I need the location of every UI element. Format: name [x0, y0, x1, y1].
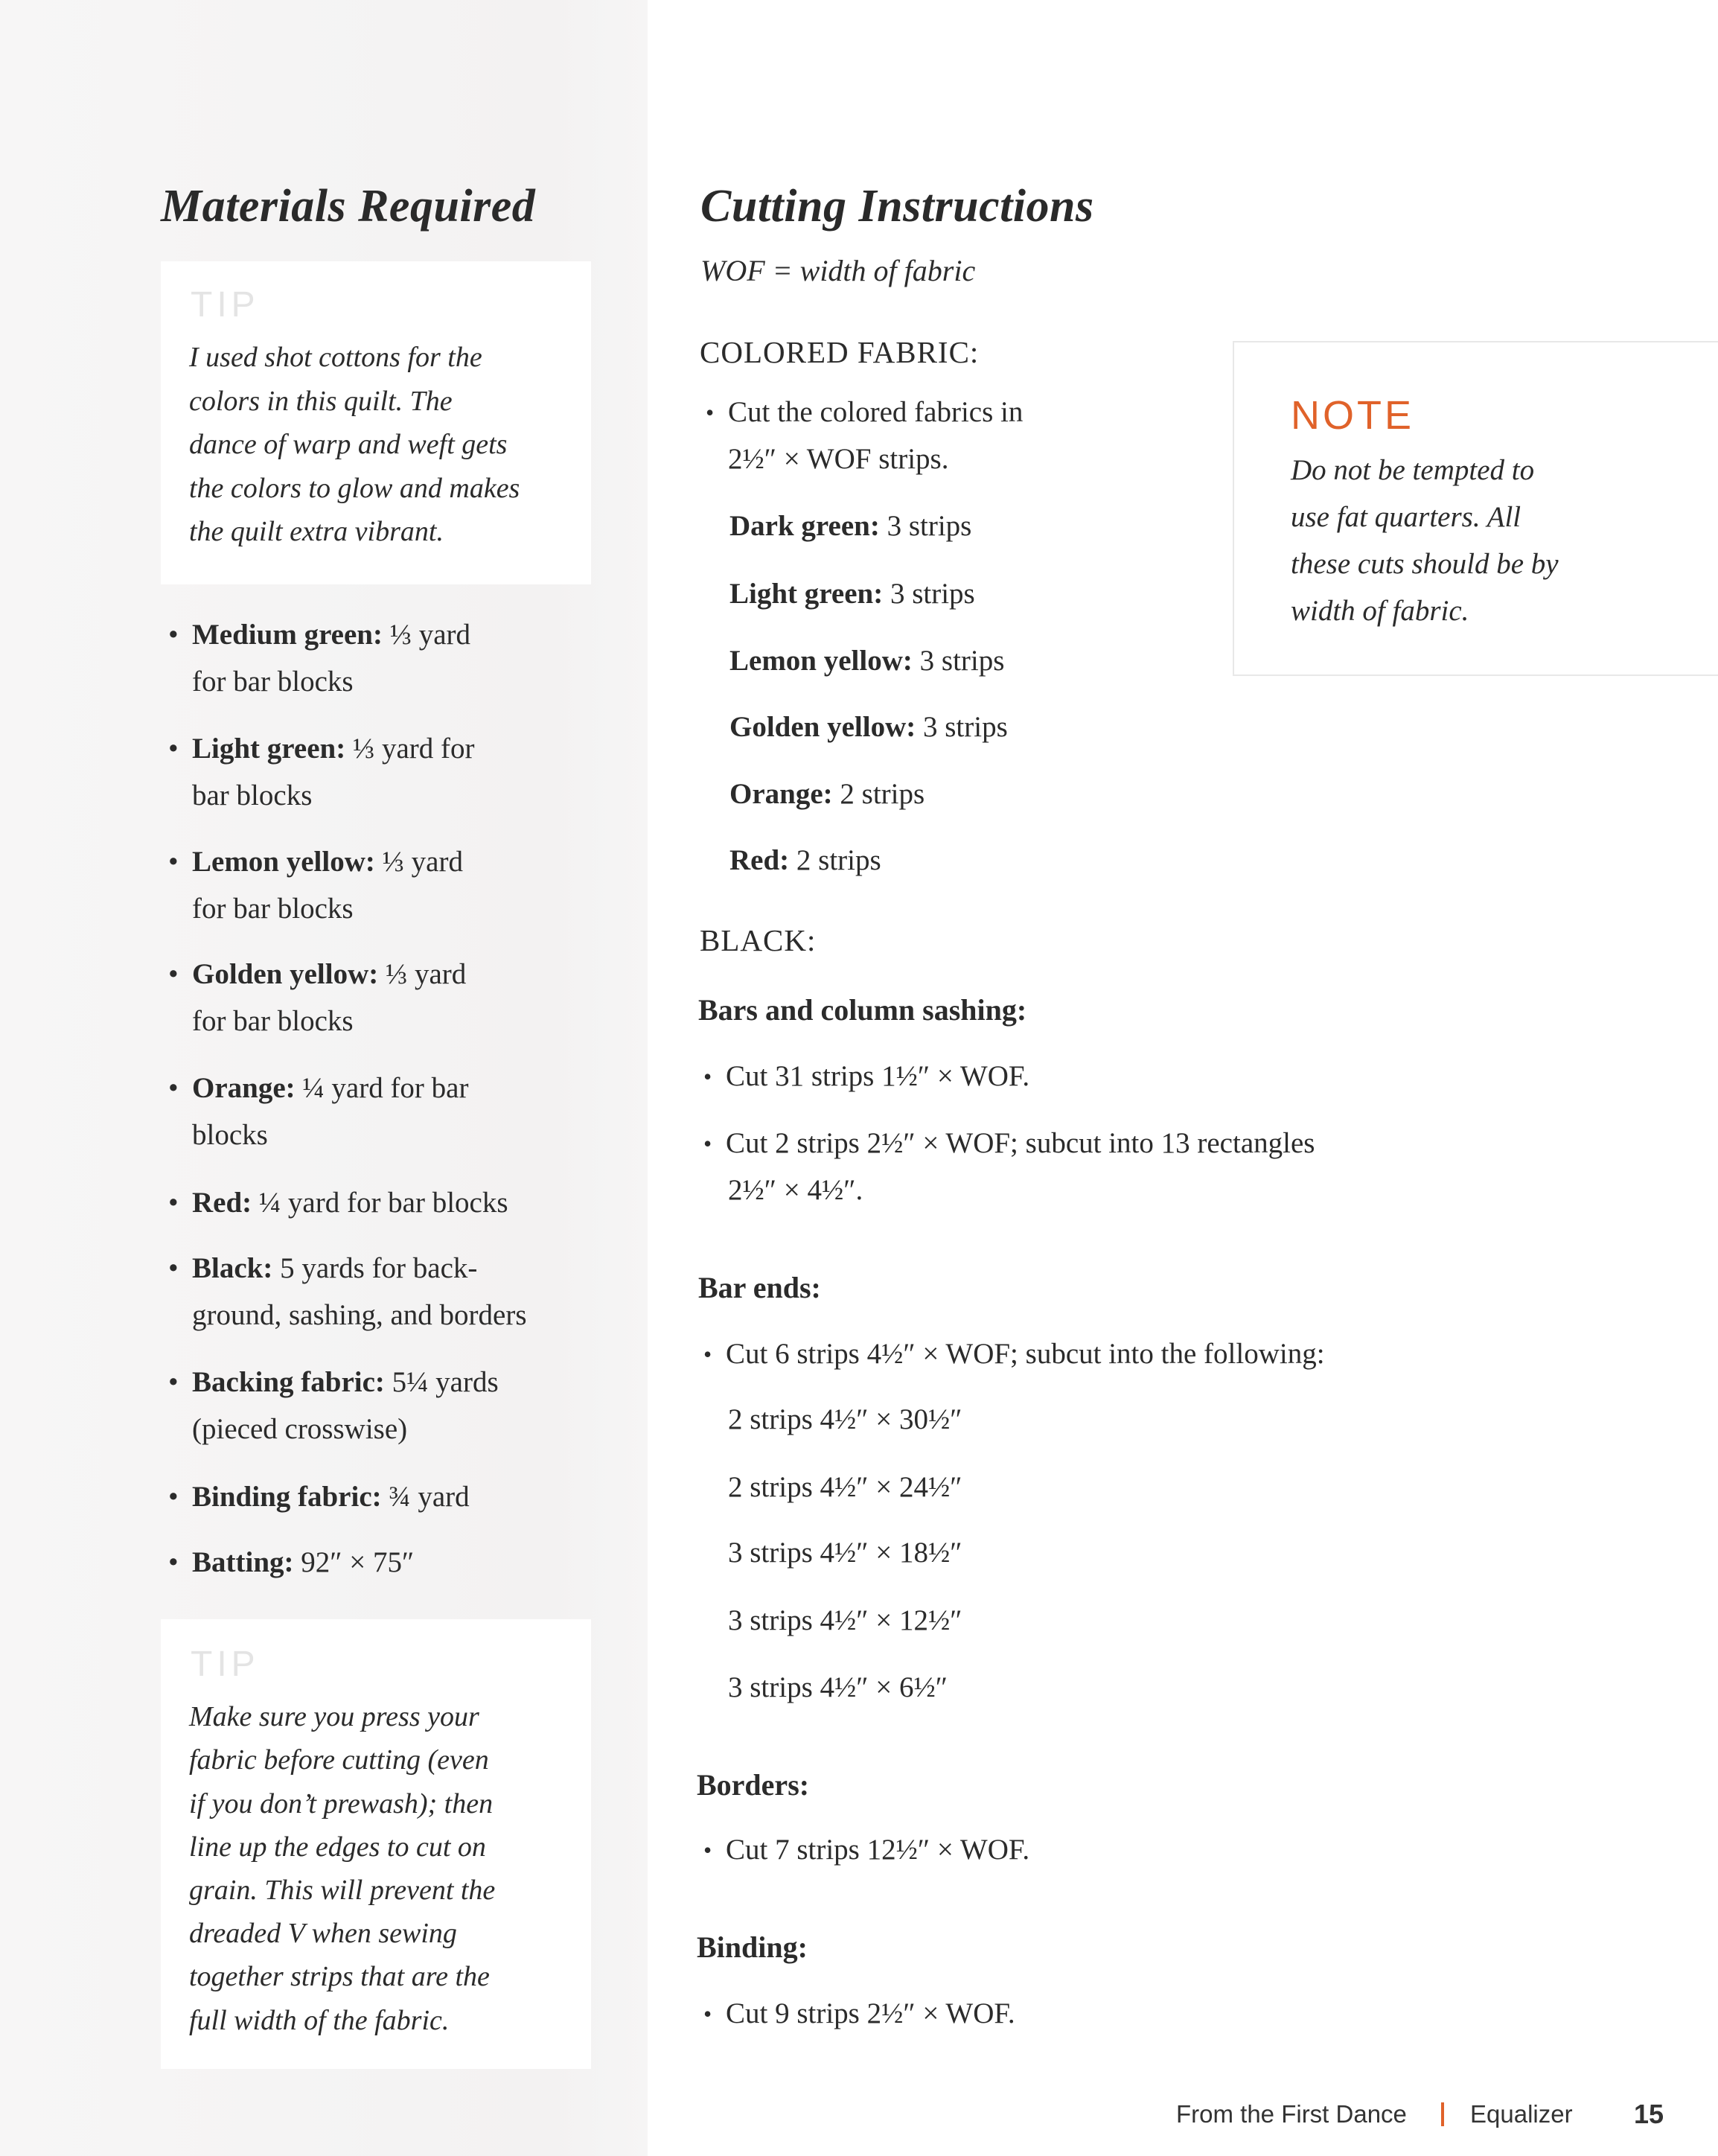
- colored-item-value: 3 strips: [916, 711, 1008, 743]
- bars-heading: Bars and column sashing:: [698, 993, 1027, 1027]
- colored-item: [729, 639, 1004, 683]
- materials-item-cont: ground, sashing, and borders: [192, 1299, 527, 1332]
- tip-text-line: Make sure you press your: [189, 1701, 479, 1733]
- materials-item: [192, 952, 466, 997]
- note-text-line: width of fabric.: [1291, 595, 1469, 627]
- materials-item-amount: ⅓ yard: [374, 845, 463, 878]
- colored-item-value: 3 strips: [883, 578, 975, 610]
- materials-item-label: Red:: [192, 1186, 252, 1219]
- note-text-line: Do not be tempted to: [1291, 454, 1535, 486]
- materials-item-cont: bar blocks: [192, 779, 313, 812]
- bars-bullet-2: • Cut 2 strips 2½″ × WOF; subcut into 13 rectangles: [726, 1121, 1315, 1166]
- cutting-title: Cutting Instructions: [700, 181, 1094, 232]
- bar-ends-heading: Bar ends:: [698, 1271, 821, 1304]
- materials-item-amount: 92″ × 75″: [293, 1546, 415, 1579]
- colored-item-value: 2 strips: [789, 844, 881, 876]
- colored-item-label: Dark green:: [729, 510, 880, 542]
- colored-item-label: Red:: [729, 844, 790, 876]
- colored-item-value: 3 strips: [912, 645, 1005, 677]
- materials-item-label: Backing fabric:: [192, 1366, 385, 1399]
- materials-item-cont: for bar blocks: [192, 892, 354, 925]
- borders-bullet: • Cut 7 strips 12½″ × WOF.: [726, 1828, 1029, 1872]
- borders-heading: Borders:: [697, 1768, 810, 1802]
- materials-item: [192, 1540, 414, 1585]
- materials-item-label: Black:: [192, 1252, 273, 1285]
- colored-bullet-line-1: • Cut the colored fabrics in: [728, 390, 1023, 435]
- materials-item-amount: 5¼ yards: [384, 1366, 499, 1399]
- materials-item-label: Batting:: [192, 1546, 294, 1579]
- materials-item: [192, 1181, 508, 1225]
- colored-item: [729, 838, 881, 883]
- colored-item: [729, 705, 1008, 750]
- binding-bullet: • Cut 9 strips 2½″ × WOF.: [726, 1991, 1015, 2036]
- tip-text-line: the quilt extra vibrant.: [189, 516, 444, 548]
- materials-item-label: Orange:: [192, 1072, 296, 1105]
- bars-bullet-2-cont: 2½″ × 4½″.: [728, 1174, 863, 1206]
- tip-text-line: I used shot cottons for the: [189, 342, 482, 374]
- materials-item-label: Binding fabric:: [192, 1480, 382, 1513]
- materials-item-cont: blocks: [192, 1119, 268, 1152]
- binding-heading: Binding:: [697, 1930, 808, 1964]
- materials-item-amount: ⅓ yard: [382, 619, 471, 651]
- bar-end-item: 2 strips 4½″ × 30½″: [728, 1403, 962, 1435]
- colored-item: [729, 504, 971, 549]
- page-number: 15: [1634, 2099, 1664, 2129]
- colored-item-label: Lemon yellow:: [729, 645, 913, 677]
- materials-item: [192, 1360, 499, 1405]
- materials-item: [192, 840, 463, 884]
- materials-item: [192, 613, 470, 657]
- bar-ends-bullet: • Cut 6 strips 4½″ × WOF; subcut into the following:: [726, 1332, 1325, 1377]
- tip-box-2: [161, 1619, 591, 2069]
- bar-end-item: 3 strips 4½″ × 6½″: [728, 1671, 948, 1703]
- bar-end-item: 3 strips 4½″ × 18½″: [728, 1537, 962, 1569]
- materials-item-amount: 5 yards for back-: [272, 1252, 478, 1285]
- tip-text-line: grain. This will prevent the: [189, 1874, 496, 1906]
- materials-item-cont: for bar blocks: [192, 1005, 354, 1038]
- black-heading: BLACK:: [700, 923, 817, 957]
- colored-item-label: Golden yellow:: [729, 711, 916, 743]
- materials-item-amount: ¾ yard: [381, 1480, 470, 1513]
- colored-item-label: Orange:: [729, 778, 833, 810]
- tip-label: TIP: [191, 1645, 260, 1684]
- tip-text-line: if you don’t prewash); then: [189, 1787, 494, 1819]
- materials-item-label: Light green:: [192, 733, 346, 765]
- materials-item-label: Golden yellow:: [192, 958, 379, 991]
- colored-bullet-line-2: 2½″ × WOF strips.: [728, 443, 949, 475]
- materials-item-cont: for bar blocks: [192, 666, 354, 698]
- tip-text-line: the colors to glow and makes: [189, 472, 520, 504]
- materials-item: [192, 1475, 470, 1519]
- colored-item: [729, 772, 925, 817]
- tip-text-line: fabric before cutting (even: [189, 1744, 489, 1776]
- note-text-line: use fat quarters. All: [1291, 501, 1521, 533]
- materials-item: [192, 1246, 477, 1291]
- tip-text-line: dance of warp and weft gets: [189, 429, 508, 461]
- colored-item-label: Light green:: [729, 578, 884, 610]
- footer-book-title: From the First Dance: [1176, 2100, 1407, 2128]
- colored-item: [729, 572, 975, 616]
- colored-item-value: 2 strips: [832, 778, 925, 810]
- bar-end-item: 2 strips 4½″ × 24½″: [728, 1471, 962, 1503]
- materials-item-amount: ⅓ yard for: [345, 733, 475, 765]
- tip-text-line: full width of the fabric.: [189, 2004, 450, 2036]
- materials-item-amount: ¼ yard for bar blocks: [252, 1186, 508, 1219]
- colored-item-value: 3 strips: [879, 510, 972, 542]
- materials-item-amount: ¼ yard for bar: [295, 1072, 469, 1105]
- colored-fabric-heading: COLORED FABRIC:: [700, 335, 980, 369]
- tip-text-line: colors in this quilt. The: [189, 385, 453, 417]
- materials-item-label: Lemon yellow:: [192, 845, 375, 878]
- materials-item: [192, 1066, 468, 1111]
- materials-title: Materials Required: [161, 181, 536, 232]
- tip-text-line: together strips that are the: [189, 1961, 490, 1993]
- bars-bullet-1: • Cut 31 strips 1½″ × WOF.: [726, 1054, 1029, 1099]
- tip-box-1: [161, 261, 591, 584]
- bar-end-item: 3 strips 4½″ × 12½″: [728, 1604, 962, 1636]
- materials-item-amount: ⅓ yard: [378, 958, 467, 991]
- wof-note: WOF = width of fabric: [700, 254, 976, 287]
- tip-text-line: dreaded V when sewing: [189, 1918, 457, 1950]
- materials-item: [192, 727, 474, 771]
- tip-text-line: line up the edges to cut on: [189, 1831, 486, 1863]
- note-label: NOTE: [1291, 393, 1415, 438]
- footer-chapter: Equalizer: [1470, 2100, 1573, 2128]
- materials-item-cont: (pieced crosswise): [192, 1413, 408, 1446]
- tip-label: TIP: [191, 285, 260, 325]
- materials-item-label: Medium green:: [192, 619, 383, 651]
- note-box: [1233, 341, 1718, 676]
- footer-divider: [1441, 2102, 1444, 2126]
- note-text-line: these cuts should be by: [1291, 548, 1559, 580]
